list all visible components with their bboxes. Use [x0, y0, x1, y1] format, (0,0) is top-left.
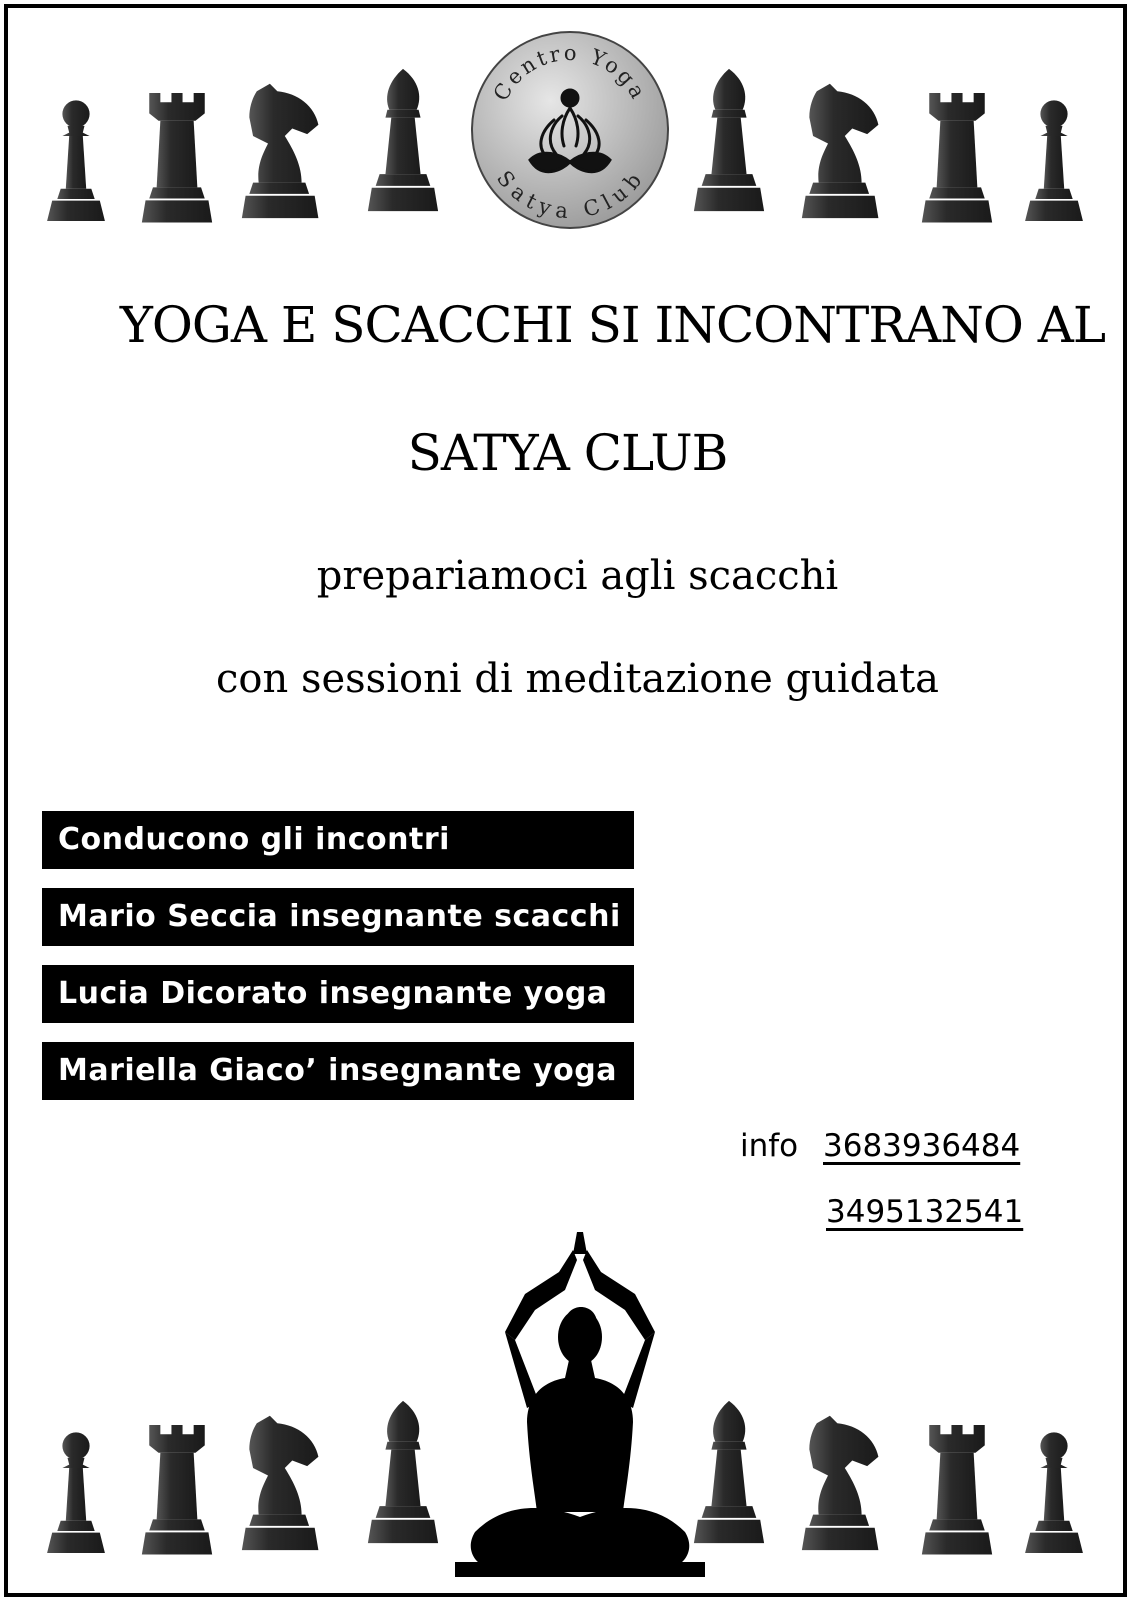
bar-mariella-giaco: Mariella Giaco’ insegnante yoga [42, 1042, 634, 1100]
centro-yoga-logo [470, 30, 670, 230]
knight-icon [240, 1402, 324, 1562]
logo-top-text: Centro Yoga [488, 40, 652, 105]
knight-icon [800, 1402, 884, 1562]
subtitle-line-1: prepariamoci agli scacchi [316, 553, 839, 599]
title-line-1: YOGA E SCACCHI SI INCONTRANO AL [119, 296, 1106, 354]
bishop-icon [364, 50, 442, 230]
subtitle-line-2: con sessioni di meditazione guidata [215, 656, 940, 702]
knight-icon [800, 70, 884, 230]
phone-number-1[interactable]: 3683936484 [823, 1128, 1021, 1164]
pawn-icon [42, 1420, 110, 1562]
bar-lucia-dicorato: Lucia Dicorato insegnante yoga [42, 965, 634, 1023]
bishop-icon [364, 1382, 442, 1562]
title-line-2: SATYA CLUB [407, 424, 728, 482]
rook-icon [140, 1412, 214, 1562]
logo-bottom-text: Satya Club [491, 166, 649, 224]
bar-mario-seccia: Mario Seccia insegnante scacchi [42, 888, 634, 946]
rook-icon [920, 80, 994, 230]
phone-number-2[interactable]: 3495132541 [826, 1194, 1024, 1230]
pawn-icon [1020, 1420, 1088, 1562]
rook-icon [140, 80, 214, 230]
pawn-icon [42, 88, 110, 230]
rook-icon [920, 1412, 994, 1562]
meditating-figure-icon [455, 1232, 705, 1577]
bishop-icon [690, 50, 768, 230]
bar-conducono: Conducono gli incontri [42, 811, 634, 869]
info-label: info [740, 1128, 799, 1164]
knight-icon [240, 70, 324, 230]
pawn-icon [1020, 88, 1088, 230]
